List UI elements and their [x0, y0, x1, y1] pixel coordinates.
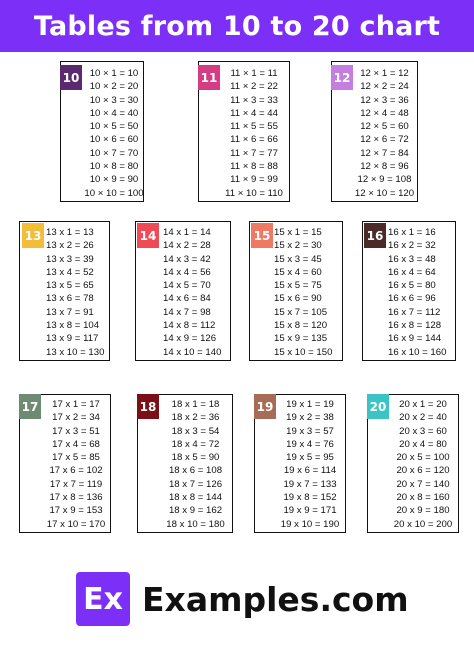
table-row: 11 × 2 = 22	[230, 81, 278, 93]
table-row: 20 x 5 = 100	[396, 452, 450, 464]
table-row: 13 x 1 = 13	[46, 227, 94, 238]
table-row: 12 × 7 = 84	[360, 147, 409, 159]
table-number-badge: 16	[364, 223, 386, 248]
table-row: 11 × 3 = 33	[230, 94, 278, 106]
table-row: 12 × 10 = 120	[354, 187, 415, 199]
table-row: 14 x 1 = 14	[163, 227, 211, 238]
table-row: 19 x 7 = 133	[283, 478, 337, 490]
table-row: 18 x 2 = 36	[171, 412, 220, 424]
table-row: 20 x 6 = 120	[396, 465, 450, 477]
table-row: 15 x 4 = 60	[274, 266, 322, 278]
table-row: 18 x 8 = 144	[168, 492, 223, 504]
table-row: 11 × 1 = 11	[230, 68, 278, 79]
table-row: 17 x 5 = 85	[52, 452, 100, 464]
table-row: 16 x 3 = 48	[388, 253, 436, 265]
table-rows	[84, 67, 144, 200]
table-row: 16 x 4 = 64	[388, 266, 436, 278]
table-row: 18 x 10 = 180	[166, 518, 225, 530]
table-row: 20 x 9 = 180	[396, 505, 450, 517]
table-row: 13 x 2 = 26	[46, 240, 94, 252]
table-row: 13 x 8 = 104	[46, 320, 100, 332]
table-rows	[46, 226, 108, 359]
table-row: 19 x 10 = 190	[280, 518, 340, 530]
table-row: 12 × 2 = 24	[360, 81, 409, 93]
table-row: 16 x 8 = 128	[388, 320, 442, 332]
table-rows	[220, 67, 288, 200]
table-number-badge: 17	[19, 394, 41, 419]
table-row: 15 x 6 = 90	[274, 293, 322, 305]
table-row: 14 x 7 = 98	[163, 306, 211, 318]
table-row: 11 × 5 = 55	[230, 121, 278, 133]
table-row: 10 × 10 = 100	[84, 187, 144, 199]
site-name: Examples.com	[142, 579, 409, 619]
table-row: 11 × 9 = 99	[230, 174, 278, 186]
table-number-badge: 19	[254, 394, 276, 419]
table-row: 11 × 10 = 110	[225, 187, 283, 199]
table-row: 17 x 8 = 136	[49, 492, 103, 504]
table-row: 17 x 7 = 119	[49, 478, 103, 490]
table-number-badge: 11	[198, 65, 220, 90]
table-row: 13 x 4 = 52	[46, 266, 94, 278]
table-row: 20 x 3 = 60	[399, 425, 447, 437]
table-row: 14 x 5 = 70	[163, 280, 211, 292]
table-row: 17 x 9 = 153	[49, 505, 103, 517]
table-row: 20 x 2 = 40	[399, 412, 447, 424]
table-row: 19 x 1 = 19	[286, 399, 334, 410]
table-row: 14 x 2 = 28	[163, 240, 211, 252]
table-row: 11 × 8 = 88	[230, 161, 278, 173]
table-row: 16 x 9 = 144	[388, 333, 442, 345]
table-rows	[353, 67, 416, 200]
table-row: 12 × 8 = 96	[360, 161, 409, 173]
table-row: 19 x 2 = 38	[286, 412, 334, 424]
table-row: 16 x 1 = 16	[388, 227, 436, 238]
table-row: 20 x 8 = 160	[396, 492, 450, 504]
table-rows	[276, 398, 344, 531]
table-row: 10 × 1 = 10	[89, 68, 139, 79]
table-row: 13 x 6 = 78	[46, 293, 94, 305]
table-row: 14 x 8 = 112	[163, 320, 216, 332]
table-row: 15 x 3 = 45	[274, 253, 322, 265]
table-row: 19 x 3 = 57	[286, 425, 334, 437]
table-row: 16 x 7 = 112	[388, 306, 441, 318]
table-row: 17 x 1 = 17	[52, 399, 100, 410]
table-row: 13 x 5 = 65	[46, 280, 94, 292]
table-row: 11 × 6 = 66	[230, 134, 278, 146]
table-row: 16 x 2 = 32	[388, 240, 436, 252]
table-row: 13 x 3 = 39	[46, 253, 94, 265]
table-row: 15 x 7 = 105	[274, 306, 328, 318]
table-row: 15 x 1 = 15	[274, 227, 322, 238]
table-row: 19 x 8 = 152	[283, 492, 337, 504]
table-row: 17 x 10 = 170	[46, 518, 106, 530]
table-row: 11 × 4 = 44	[230, 107, 278, 119]
table-row: 17 x 6 = 102	[49, 465, 103, 477]
table-row: 17 x 2 = 34	[52, 412, 100, 424]
table-number-badge: 14	[137, 223, 159, 248]
table-row: 12 × 3 = 36	[360, 94, 409, 106]
table-number-badge: 13	[22, 223, 44, 248]
table-rows	[388, 226, 454, 359]
table-number-badge: 10	[60, 65, 82, 90]
table-row: 16 x 6 = 96	[388, 293, 436, 305]
table-number-badge: 18	[137, 394, 159, 419]
table-row: 15 x 5 = 75	[274, 280, 322, 292]
table-row: 12 × 5 = 60	[360, 121, 409, 133]
table-row: 18 x 4 = 72	[171, 438, 220, 450]
table-rows	[389, 398, 457, 531]
table-row: 16 x 10 = 160	[388, 346, 447, 358]
table-number-badge: 20	[367, 394, 389, 419]
table-row: 20 x 4 = 80	[399, 438, 447, 450]
table-row: 14 x 10 = 140	[163, 346, 222, 358]
table-row: 13 x 9 = 117	[46, 333, 99, 345]
table-rows	[163, 226, 229, 359]
table-row: 13 x 7 = 91	[46, 306, 94, 318]
table-row: 10 × 8 = 80	[89, 161, 139, 173]
table-row: 14 x 6 = 84	[163, 293, 211, 305]
table-row: 19 x 4 = 76	[286, 438, 334, 450]
table-row: 12 × 1 = 12	[360, 68, 409, 79]
table-row: 12 × 4 = 48	[360, 107, 409, 119]
table-row: 10 × 6 = 60	[89, 134, 139, 146]
table-rows	[43, 398, 109, 531]
table-row: 14 x 3 = 42	[163, 253, 211, 265]
table-number-badge: 15	[251, 223, 273, 248]
table-rows	[274, 226, 342, 359]
table-row: 14 x 9 = 126	[163, 333, 217, 345]
table-row: 19 x 9 = 171	[283, 505, 337, 517]
table-rows	[160, 398, 231, 531]
table-row: 19 x 6 = 114	[283, 465, 337, 477]
table-row: 17 x 4 = 68	[52, 438, 100, 450]
title-banner	[0, 0, 474, 52]
table-row: 20 x 1 = 20	[399, 399, 447, 410]
examples-logo: Ex	[76, 572, 130, 626]
table-row: 18 x 1 = 18	[171, 399, 220, 410]
table-row: 18 x 3 = 54	[171, 425, 220, 437]
table-row: 20 x 10 = 200	[393, 518, 453, 530]
table-row: 15 x 9 = 135	[274, 333, 328, 345]
table-row: 17 x 3 = 51	[52, 425, 100, 437]
table-row: 10 × 5 = 50	[89, 121, 139, 133]
page-title: Tables from 10 to 20 chart	[33, 10, 441, 42]
table-row: 12 × 9 = 108	[357, 174, 412, 186]
table-row: 13 x 10 = 130	[46, 346, 105, 358]
table-row: 11 × 7 = 77	[230, 147, 278, 159]
table-row: 15 x 2 = 30	[274, 240, 322, 252]
table-row: 10 × 3 = 30	[89, 94, 139, 106]
table-row: 14 x 4 = 56	[163, 266, 211, 278]
table-row: 18 x 9 = 162	[168, 505, 223, 517]
brand-footer	[76, 572, 409, 626]
table-row: 16 x 5 = 80	[388, 280, 436, 292]
table-row: 10 × 7 = 70	[89, 147, 139, 159]
table-row: 12 × 6 = 72	[360, 134, 409, 146]
table-row: 18 x 6 = 108	[168, 465, 223, 477]
table-row: 18 x 7 = 126	[168, 478, 223, 490]
table-row: 20 x 7 = 140	[396, 478, 450, 490]
table-number-badge: 12	[331, 65, 353, 90]
table-row: 15 x 8 = 120	[274, 320, 328, 332]
table-row: 10 × 2 = 20	[89, 81, 139, 93]
table-row: 15 x 10 = 150	[274, 346, 333, 358]
table-row: 10 × 4 = 40	[89, 107, 139, 119]
table-row: 19 x 5 = 95	[286, 452, 334, 464]
table-row: 18 x 5 = 90	[171, 452, 220, 464]
table-row: 10 × 9 = 90	[89, 174, 139, 186]
